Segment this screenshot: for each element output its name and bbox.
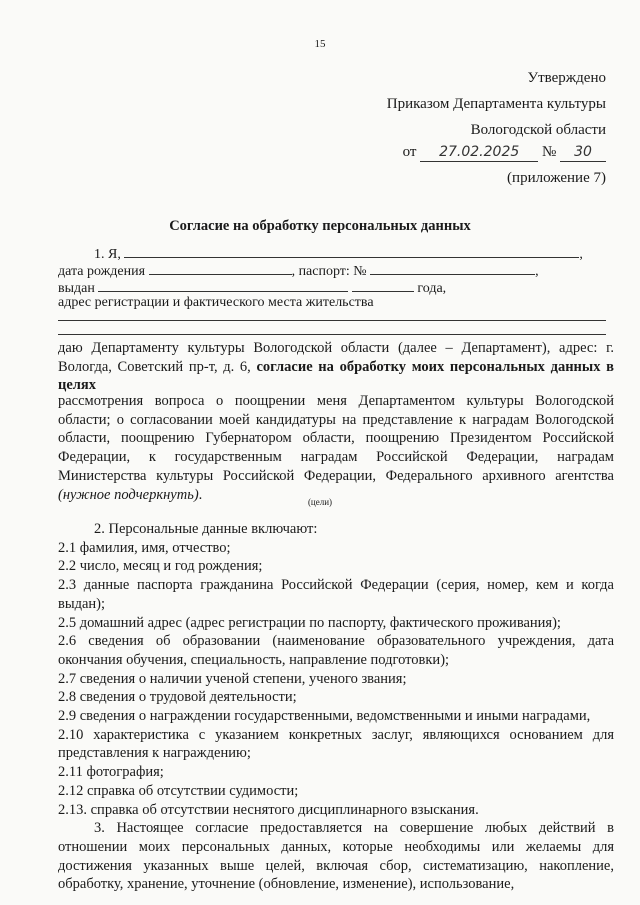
birth-label: дата рождения xyxy=(58,264,146,279)
purpose-text: рассмотрения вопроса о поощрении меня Департаментом культуры Вологодской области; о согласовании моей кандидатуры на представление к наградам Вологодской области, поощрению Губернатором области, поощрению Президентом Российской Федерации, к государственным наградам Российской Федерации, наградам Министерства культуры Российской Федерации, Федерального архивного агентства xyxy=(58,393,614,484)
address-label: адрес регистрации и фактического места жительства xyxy=(58,295,374,310)
section-2 xyxy=(58,520,614,894)
passport-label: , паспорт: № xyxy=(291,264,367,279)
section-2-list xyxy=(58,539,614,820)
list-item: 2.5 домашний адрес (адрес регистрации по паспорту, фактического проживания); xyxy=(58,614,561,631)
page-number: 15 xyxy=(314,38,326,50)
list-item: 2.6 сведения об образовании (наименование образовательного учреждения, дата окончания обучения, специальность, направление подготовки); xyxy=(58,633,614,668)
document-title: Согласие на обработку персональных данных xyxy=(169,218,471,234)
list-item: 2.11 фотография; xyxy=(58,764,164,781)
address-blank-2 xyxy=(58,334,606,335)
number-sign: № xyxy=(541,144,557,160)
approval-order: Приказом Департамента культуры xyxy=(386,96,606,112)
purpose-paragraph: рассмотрения вопроса о поощрении меня Департаментом культуры Вологодской области; о согласовании моей кандидатуры на представление к наградам Вологодской области, поощрению Губернатором области, поощрению Президентом Российской Федерации, к государственным наградам Российской Федерации, наградам Министерства культуры Российской Федерации, Федерального архивного агентства (нужное подчеркнуть). xyxy=(58,393,614,503)
passport-blank xyxy=(370,262,535,275)
approval-date-line xyxy=(403,144,606,162)
approval-approved: Утверждено xyxy=(527,70,606,86)
list-item: 2.9 сведения о награждении государственными, ведомственными и иными наградами, xyxy=(58,708,591,725)
handwritten-date: 27.02.2025 xyxy=(439,144,520,160)
section-3-text: 3. Настоящее согласие предоставляется на совершение любых действий в отношении моих персональных данных, которые необходимы или желаемы для достижения указанных выше целей, включая сбор, систематизацию, накопление, обработку, хранение, уточнение (обновление, изменение), использование, xyxy=(58,820,614,893)
form-name-row: 1. Я, , xyxy=(94,247,583,262)
from-label: от xyxy=(402,144,417,160)
list-item: 2.3 данные паспорта гражданина Российской Федерации (серия, номер, кем и когда выдан); xyxy=(58,577,614,612)
purpose-caption: (цели) xyxy=(307,497,333,507)
list-item: 2.2 число, месяц и год рождения; xyxy=(58,558,263,575)
list-item: 2.7 сведения о наличии ученой степени, ученого звания; xyxy=(58,670,407,687)
consent-text: даю Департаменту культуры Вологодской области (далее – Департамент), адрес: г. Вологда, Советский пр-т, д. 6, xyxy=(58,340,614,375)
name-blank xyxy=(124,245,579,258)
list-item: 2.13. справка об отсутствии неснятого дисциплинарного взыскания. xyxy=(58,801,479,818)
approval-appendix: (приложение 7) xyxy=(507,170,606,186)
issued-blank xyxy=(98,279,348,292)
address-blank-1 xyxy=(58,320,606,321)
name-label: 1. Я, xyxy=(94,247,121,262)
year-label: года, xyxy=(417,281,447,296)
list-item: 2.12 справка об отсутствии судимости; xyxy=(58,782,299,799)
purpose-italic: (нужное подчеркнуть) xyxy=(58,486,199,503)
list-item: 2.10 характеристика с указанием конкретных заслуг, являющихся основанием для представления к награждению; xyxy=(58,726,614,762)
issued-label: выдан xyxy=(58,281,95,296)
handwritten-number: 30 xyxy=(574,144,592,160)
approval-region: Вологодской области xyxy=(470,122,606,138)
list-item: 2.8 сведения о трудовой деятельности; xyxy=(58,689,297,706)
issued-year-blank xyxy=(352,279,414,292)
consent-paragraph xyxy=(58,339,614,395)
section-2-heading: 2. Персональные данные включают: xyxy=(94,521,318,537)
consent-bold: согласие на обработку моих персональных данных в целях xyxy=(58,358,614,394)
form-birth-row: дата рождения , паспорт: № , xyxy=(58,264,539,279)
list-item: 2.1 фамилия, имя, отчество; xyxy=(58,539,231,556)
birth-blank xyxy=(149,262,292,275)
